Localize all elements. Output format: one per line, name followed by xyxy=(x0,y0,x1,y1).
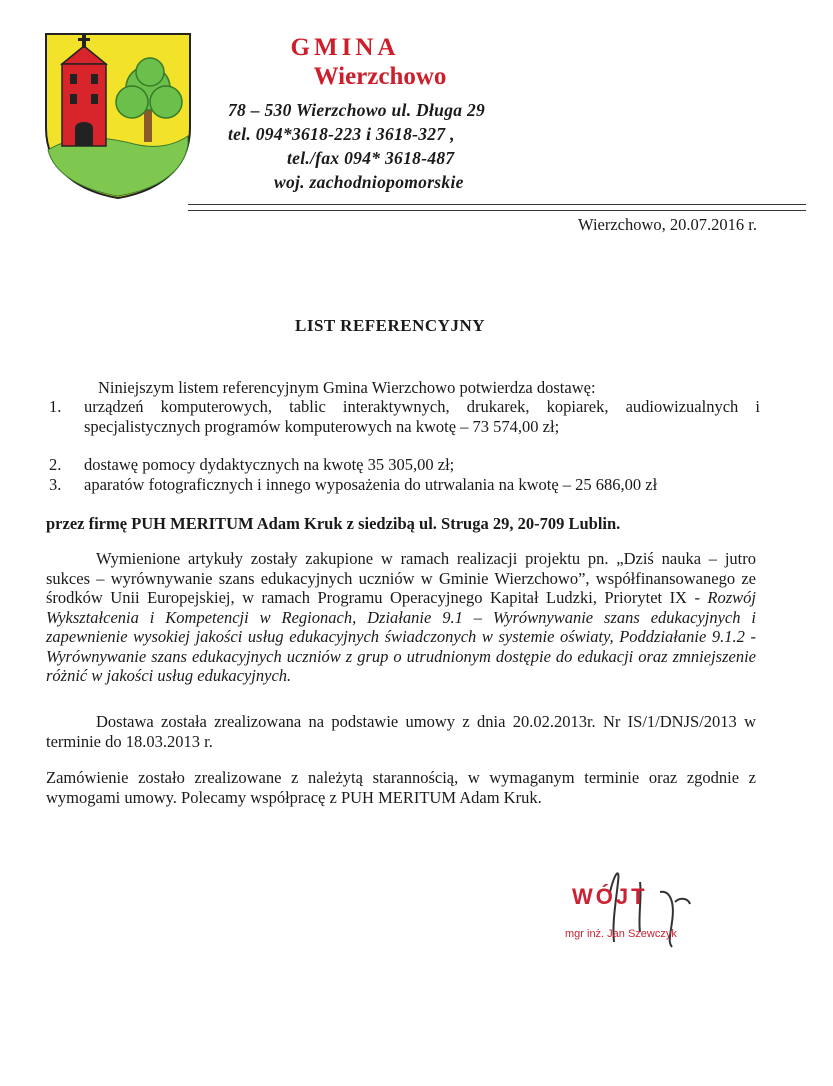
document-date: Wierzchowo, 20.07.2016 r. xyxy=(578,215,757,234)
list-item: aparatów fotograficznych i innego wyposażenia do utrwalania na kwotę – 25 686,00 zł xyxy=(84,475,658,494)
project-paragraph-text: Wymienione artykuły zostały zakupione w ramach realizacji projektu pn. „Dziś nauka – jutro sukces – wyrównywanie szans edukacyjnych uczniów w Gminie Wierzchowo”, współfinansowanego ze środków Unii Europejskiej, w ramach Programu Operacyjnego Kapitał Ludzki, Priorytet IX - xyxy=(46,549,756,607)
project-paragraph xyxy=(46,549,756,686)
list-item-number: 2. xyxy=(49,455,62,474)
list-item-number: 3. xyxy=(49,475,62,494)
intro-text: Niniejszym listem referencyjnym Gmina Wierzchowo potwierdza dostawę: xyxy=(98,378,596,397)
letterhead-gmina: GMINA xyxy=(290,34,400,61)
project-paragraph-italic: Rozwój Wykształcenia i Kompetencji w Regionach, Działanie 9.1 – Wyrównywanie szans edukacyjnych i zapewnienie wysokiej jakości usług edukacyjnych świadczonych w systemie oświaty, Poddziałanie 9.1.2 - Wyrównywanie szans edukacyjnych uczniów z grup o utrudnionym dostępie do edukacji oraz zmniejszenie różnić w jakości usług edukacyjnych. xyxy=(46,588,756,685)
signature-name: mgr inż. Jan Szewczyk xyxy=(565,928,677,940)
supplier-line: przez firmę PUH MERITUM Adam Kruk z siedzibą ul. Struga 29, 20-709 Lublin. xyxy=(46,514,621,533)
letterhead-fax: tel./fax 094* 3618-487 xyxy=(287,148,455,168)
document-title: LIST REFERENCYJNY xyxy=(294,316,486,335)
coat-of-arms-icon xyxy=(44,32,192,200)
letterhead-address: 78 – 530 Wierzchowo ul. Długa 29 xyxy=(228,100,486,120)
divider xyxy=(188,204,806,205)
delivery-paragraph-text: Dostawa została zrealizowana na podstawie umowy z dnia 20.02.2013r. Nr IS/1/DNJS/2013 w terminie do 18.03.2013 r. xyxy=(46,712,756,751)
letterhead-name: Wierzchowo xyxy=(313,63,447,90)
list-item: urządzeń komputerowych, tablic interaktywnych, drukarek, kopiarek, audiowizualnych i specjalistycznych programów komputerowych na kwotę – 73 574,00 zł; xyxy=(84,397,760,436)
letterhead-tel: tel. 094*3618-223 i 3618-327 , xyxy=(228,124,455,144)
list-item: dostawę pomocy dydaktycznych na kwotę 35 305,00 zł; xyxy=(84,455,455,474)
divider xyxy=(188,210,806,211)
letterhead-region: woj. zachodniopomorskie xyxy=(274,172,464,192)
list-item-number: 1. xyxy=(49,397,62,416)
signature-title: WÓJT xyxy=(572,884,648,909)
delivery-paragraph xyxy=(46,712,756,751)
recommendation-paragraph: Zamówienie zostało zrealizowane z należytą starannością, w wymaganym terminie oraz zgodnie z wymogami umowy. Polecamy współpracę z PUH MERITUM Adam Kruk. xyxy=(46,768,756,807)
